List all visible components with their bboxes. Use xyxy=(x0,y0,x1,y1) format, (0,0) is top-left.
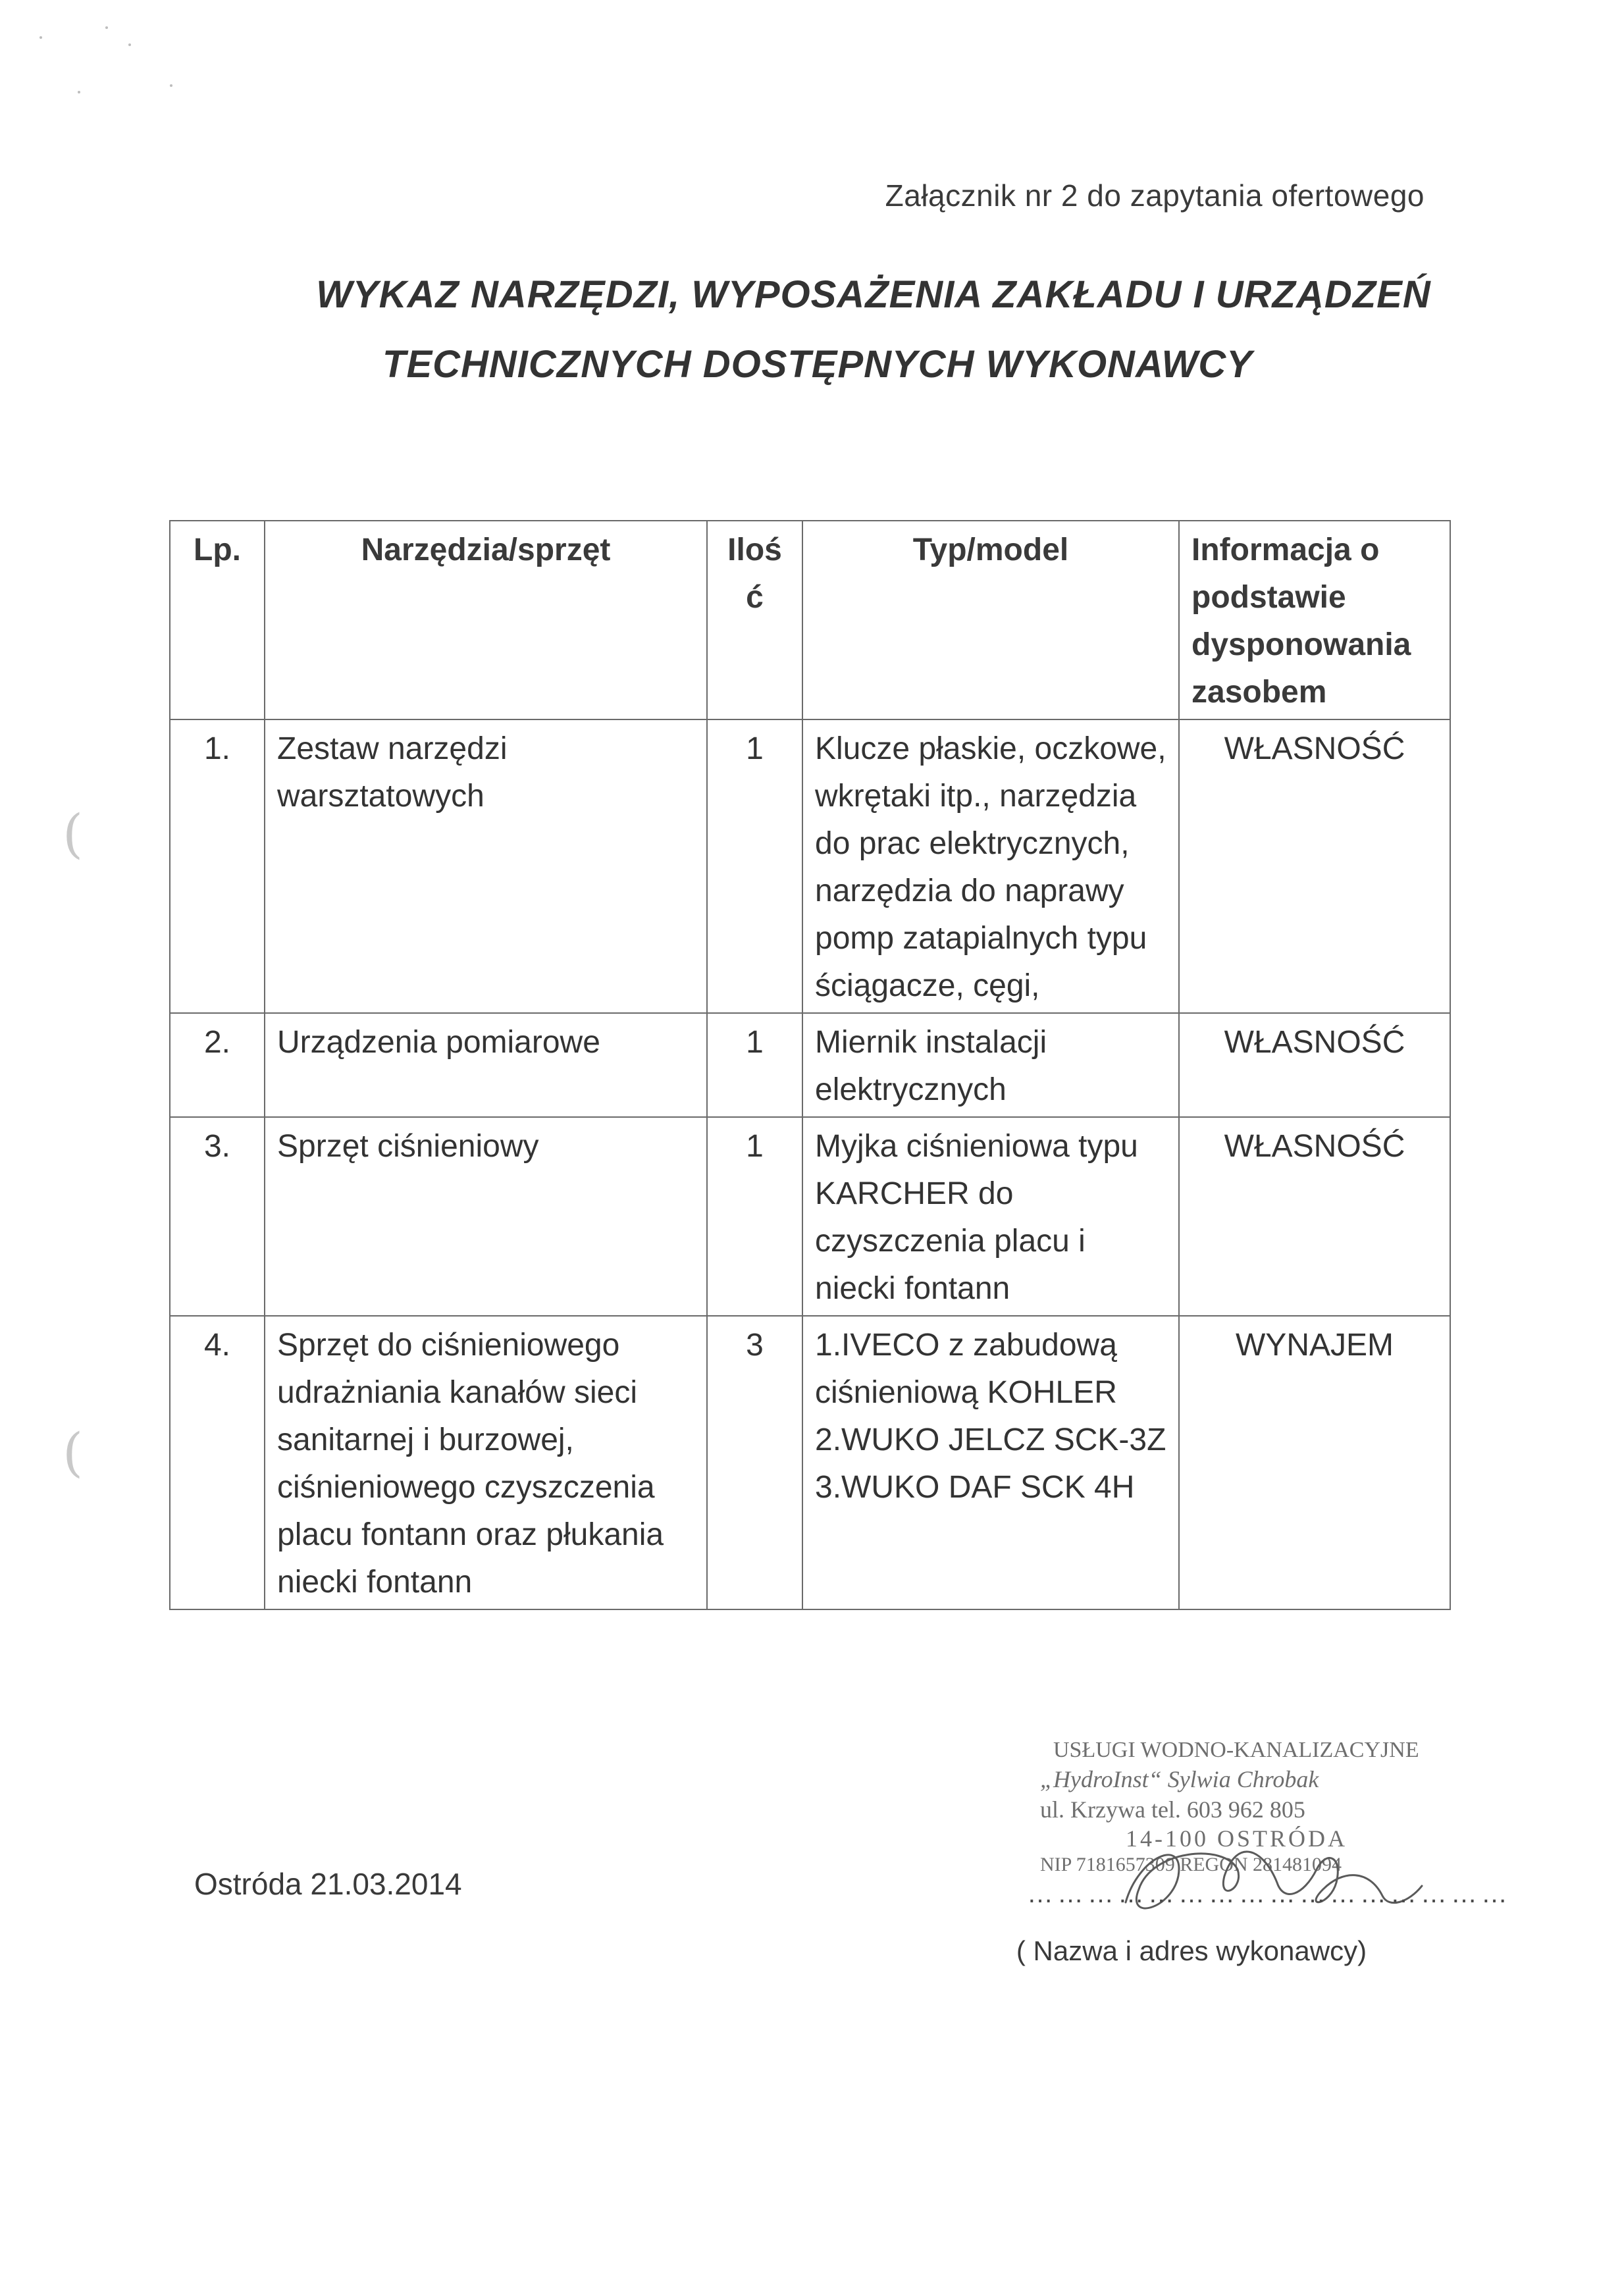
cell-lp: 4. xyxy=(170,1316,265,1609)
document-title xyxy=(0,260,1622,400)
header-lp: Lp. xyxy=(170,521,265,719)
table-row xyxy=(170,719,1450,1013)
executor-name-label: ( Nazwa i adres wykonawcy) xyxy=(1016,1935,1367,1966)
table-row xyxy=(170,1013,1450,1117)
table-header-row xyxy=(170,521,1450,719)
cell-lp: 1. xyxy=(170,719,265,1013)
cell-tools: Sprzęt ciśnieniowy xyxy=(265,1117,707,1316)
header-quantity: Ilość xyxy=(707,521,802,719)
document-title-line-2: TECHNICZNYCH DOSTĘPNYCH WYKONAWCY xyxy=(382,343,1253,386)
table-row xyxy=(170,1117,1450,1316)
stamp-line-tax-ids: NIP 7181657309 REGON 281481094 xyxy=(1040,1854,1342,1875)
cell-lp: 2. xyxy=(170,1013,265,1117)
cell-type-model: Klucze płaskie, oczkowe, wkrętaki itp., narzędzia do prac elektrycznych, narzędzia do naprawy pomp zatapialnych typu ściągacze, cęgi, xyxy=(802,719,1179,1013)
cell-lp: 3. xyxy=(170,1117,265,1316)
cell-tools: Sprzęt do ciśnieniowego udrażniania kanałów sieci sanitarnej i burzowej, ciśnieniowego czyszczenia placu fontann oraz płukania niecki fontann xyxy=(265,1316,707,1609)
cell-ownership-info: WYNAJEM xyxy=(1179,1316,1450,1609)
cell-ownership-info: WŁASNOŚĆ xyxy=(1179,1117,1450,1316)
cell-quantity: 3 xyxy=(707,1316,802,1609)
cell-type-model xyxy=(802,1316,1179,1609)
signature-dotted-line: ………………………………………… xyxy=(1027,1879,1511,1908)
stamp-line-company: USŁUGI WODNO-KANALIZACYJNE xyxy=(1053,1738,1419,1762)
model-line: 2.WUKO JELCZ SCK-3Z xyxy=(815,1422,1166,1457)
table-row xyxy=(170,1316,1450,1609)
equipment-table xyxy=(169,520,1451,1610)
cell-tools: Urządzenia pomiarowe xyxy=(265,1013,707,1117)
cell-tools: Zestaw narzędzi warsztatowych xyxy=(265,719,707,1013)
hole-punch-mark: ( xyxy=(63,1422,84,1483)
cell-type-model: Myjka ciśnieniowa typu KARCHER do czyszczenia placu i niecki fontann xyxy=(802,1117,1179,1316)
cell-ownership-info: WŁASNOŚĆ xyxy=(1179,719,1450,1013)
cell-quantity: 1 xyxy=(707,1117,802,1316)
cell-type-model: Miernik instalacji elektrycznych xyxy=(802,1013,1179,1117)
cell-quantity: 1 xyxy=(707,719,802,1013)
attachment-note: Załącznik nr 2 do zapytania ofertowego xyxy=(885,178,1425,213)
model-line: 1.IVECO z zabudową ciśnieniową KOHLER xyxy=(815,1328,1117,1410)
cell-quantity: 1 xyxy=(707,1013,802,1117)
model-line: 3.WUKO DAF SCK 4H xyxy=(815,1470,1135,1505)
hole-punch-mark: ( xyxy=(63,803,84,864)
document-title-line-1: WYKAZ NARZĘDZI, WYPOSAŻENIA ZAKŁADU I URZĄDZEŃ xyxy=(316,273,1431,316)
header-type-model: Typ/model xyxy=(802,521,1179,719)
header-tools: Narzędzia/sprzęt xyxy=(265,521,707,719)
place-and-date: Ostróda 21.03.2014 xyxy=(194,1867,462,1901)
stamp-line-address: ul. Krzywa tel. 603 962 805 xyxy=(1040,1796,1305,1823)
stamp-line-city: 14-100 OSTRÓDA xyxy=(1126,1825,1348,1852)
cell-ownership-info: WŁASNOŚĆ xyxy=(1179,1013,1450,1117)
stamp-line-owner: „HydroInst“ Sylwia Chrobak xyxy=(1040,1766,1319,1792)
header-ownership-info: Informacja o podstawie dysponowania zasobem xyxy=(1179,521,1450,719)
